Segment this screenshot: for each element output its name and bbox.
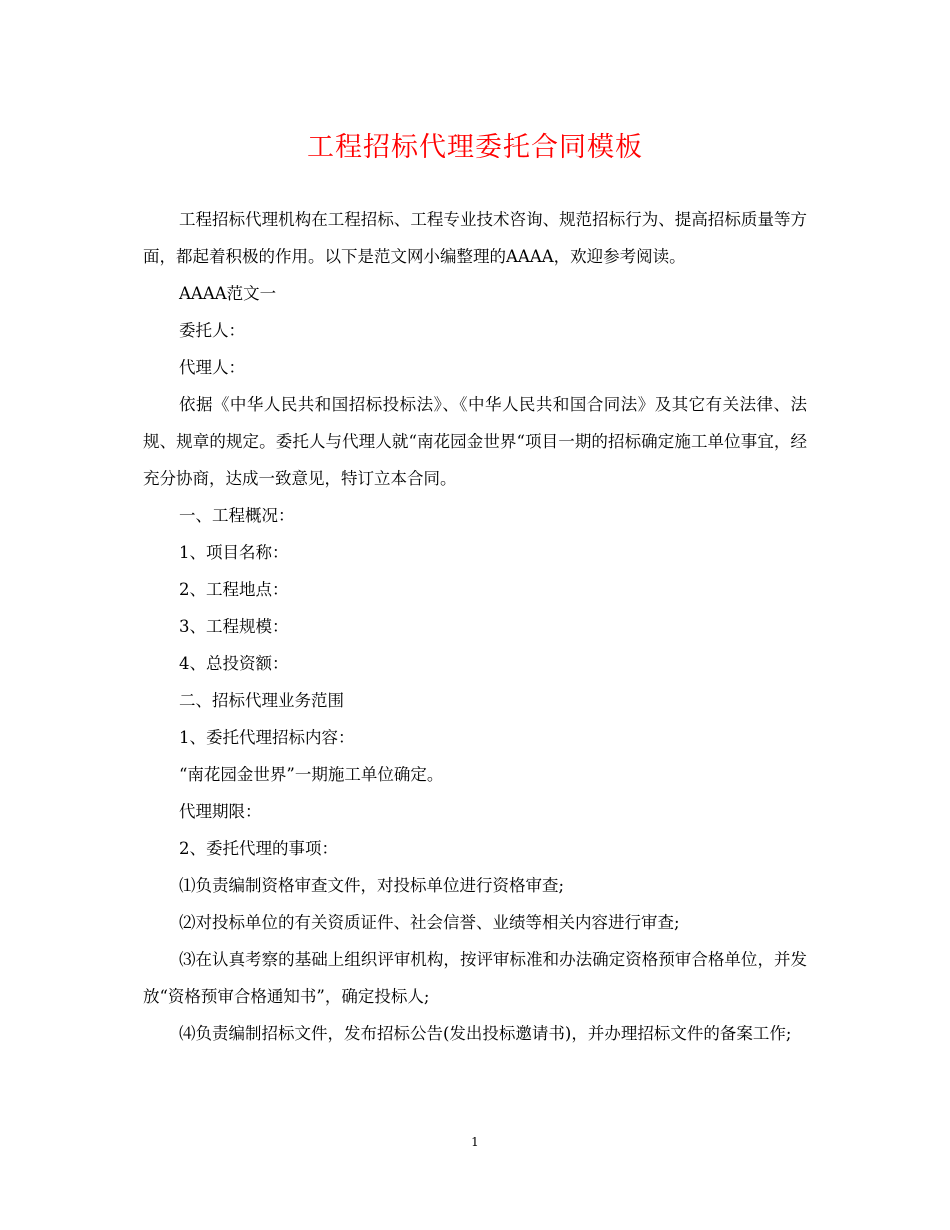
- document-body: [143, 201, 807, 1052]
- matter-2: ⑵对投标单位的有关资质证件、社会信誉、业绩等相关内容进行审查;: [179, 913, 680, 932]
- item-bidding-content-detail: “南花园金世界”一期施工单位确定。: [179, 765, 444, 784]
- item-total-investment: 4、总投资额：: [179, 654, 289, 673]
- paragraph-intro: 工程招标代理机构在工程招标、工程专业技术咨询、规范招标行为、提高招标质量等方面，都起着积极的作用。以下是范文网小编整理的AAAA，欢迎参考阅读。: [143, 210, 807, 266]
- item-project-scale: 3、工程规模：: [179, 617, 289, 636]
- item-project-location: 2、工程地点：: [179, 580, 289, 599]
- paragraph-basis: 依据《中华人民共和国招标投标法》、《中华人民共和国合同法》及其它有关法律、法规、规章的规定。委托人与代理人就“南花园金世界“项目一期的招标确定施工单位事宜，经充分协商，达成一致意见，特订立本合同。: [143, 395, 807, 488]
- paragraph-sample-heading: AAAA范文一: [179, 284, 277, 303]
- item-entrusted-matters: 2、委托代理的事项：: [179, 839, 338, 858]
- section-agency-scope: 二、招标代理业务范围: [179, 691, 344, 710]
- paragraph-agent: 代理人：: [179, 358, 245, 377]
- item-bidding-content: 1、委托代理招标内容：: [179, 728, 355, 747]
- matter-4: ⑷负责编制招标文件，发布招标公告(发出投标邀请书)，并办理招标文件的备案工作;: [179, 1024, 792, 1043]
- matter-1: ⑴负责编制资格审查文件，对投标单位进行资格审查;: [179, 876, 565, 895]
- item-agency-period: 代理期限：: [179, 802, 262, 821]
- paragraph-principal: 委托人：: [179, 321, 245, 340]
- item-project-name: 1、项目名称：: [179, 543, 289, 562]
- matter-3: ⑶在认真考察的基础上组织评审机构，按评审标准和办法确定资格预审合格单位，并发放“资格预审合格通知书”，确定投标人;: [143, 950, 807, 1006]
- document-title: 工程招标代理委托合同模板: [307, 132, 643, 163]
- section-project-overview: 一、工程概况：: [179, 506, 295, 525]
- page-number: 1: [471, 1135, 479, 1149]
